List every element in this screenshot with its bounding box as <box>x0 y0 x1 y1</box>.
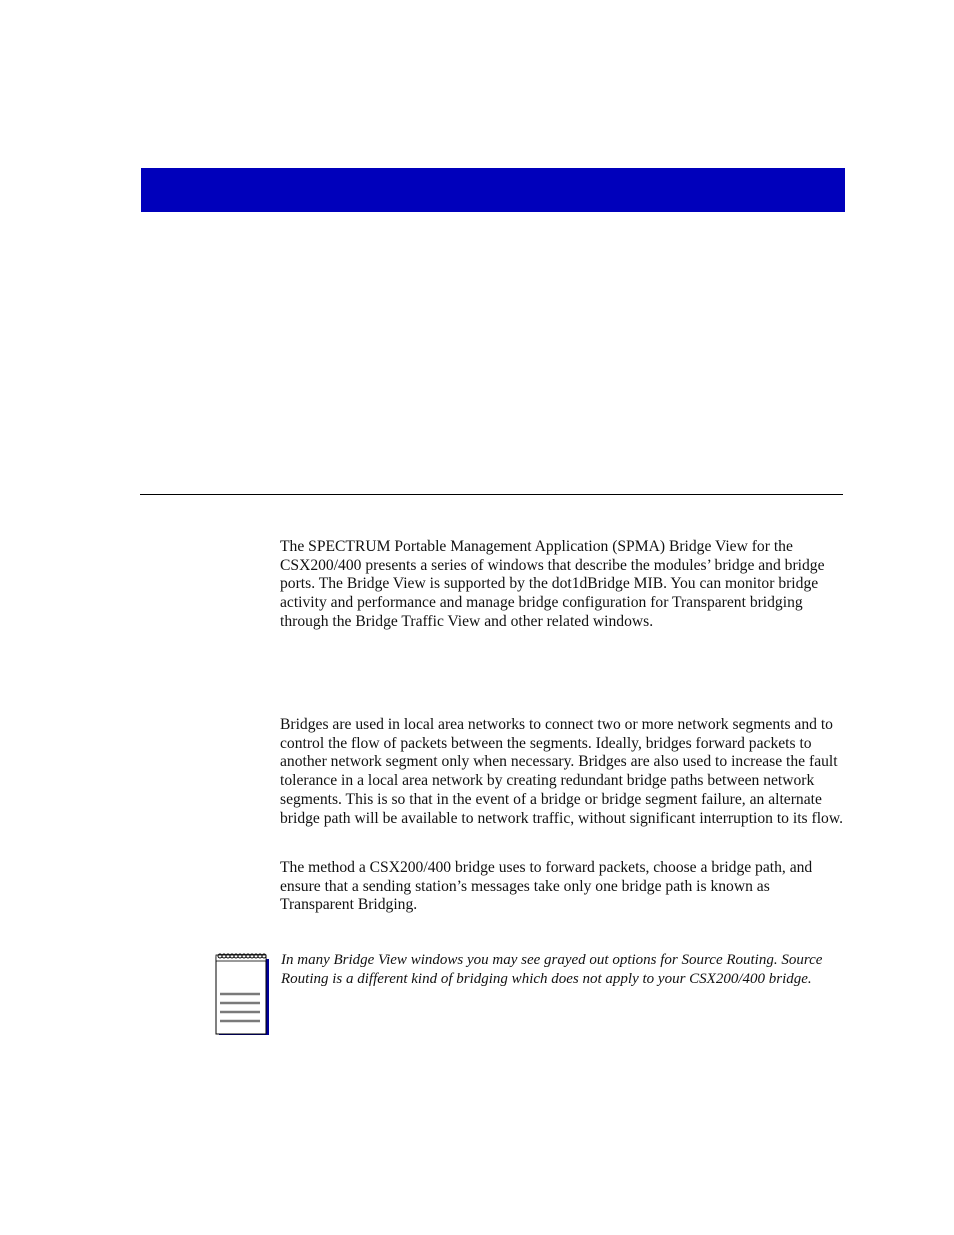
note-text: In many Bridge View windows you may see grayed out options for Source Routing. Source Routing is a different kind of bridging which does not apply to your CSX200/400 bridge. <box>281 952 823 988</box>
bridging-paragraph-1: Bridges are used in local area networks to connect two or more network segments and to control the flow of packets between the segments. Ideally, bridges forward packets to another network segment only when necessary. Bridges are also used to increase the fault tolerance in a local area network by creating redundant bridge paths between network segments. This is so that in the event of a bridge or bridge segment failure, an alternate bridge path will be available to network traffic, without significant interruption to its flow. <box>280 716 843 827</box>
notepad-icon <box>213 951 271 1037</box>
bridging-paragraph-2: The method a CSX200/400 bridge uses to forward packets, choose a bridge path, and ensure that a sending station’s messages take only one bridge path is known as Transparent Bridging. <box>280 859 813 914</box>
intro-paragraph: The SPECTRUM Portable Management Application (SPMA) Bridge View for the CSX200/400 presents a series of windows that describe the modules’ bridge and bridge ports. The Bridge View is supported by the dot1dBridge MIB. You can monitor bridge activity and performance and manage bridge configuration for Transparent bridging through the Bridge Traffic View and other related windows. <box>280 538 825 630</box>
chapter-banner <box>141 168 845 212</box>
section-divider <box>140 494 843 495</box>
